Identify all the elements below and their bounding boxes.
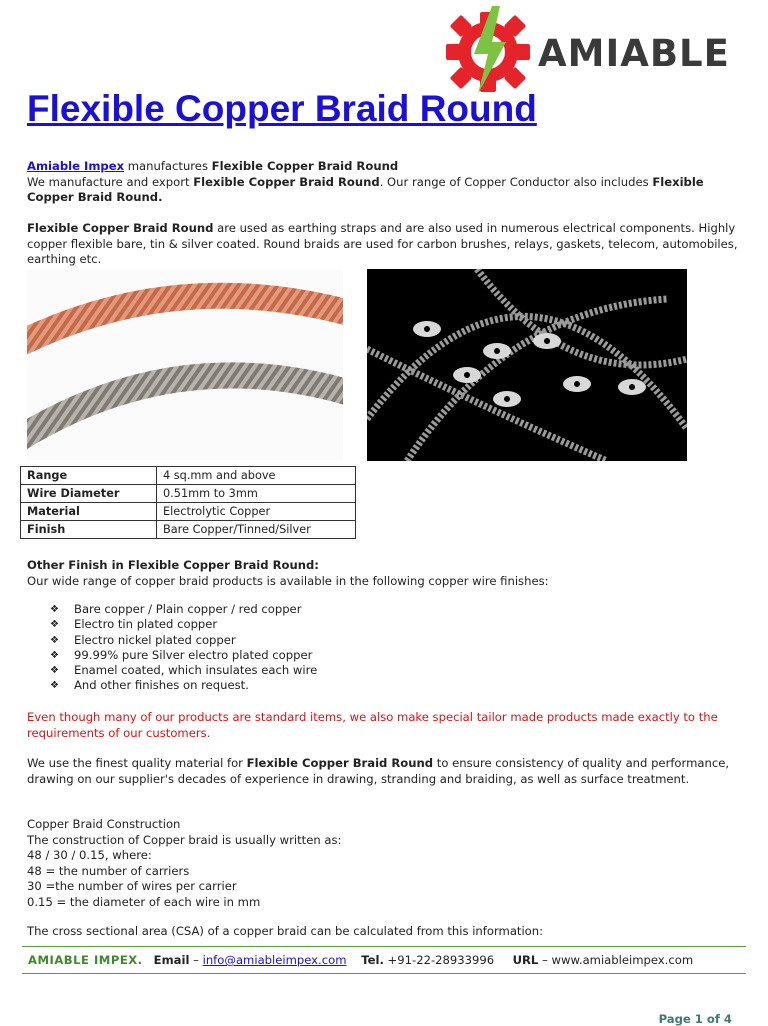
logo-brand-text: AMIABLE xyxy=(538,32,730,75)
diamond-bullet-icon: ❖ xyxy=(50,604,59,615)
list-item-text: 99.99% pure Silver electro plated copper xyxy=(74,647,313,662)
footer-tel-label: Tel. xyxy=(361,953,384,967)
list-item xyxy=(50,633,317,648)
quality-bold: Flexible Copper Braid Round xyxy=(246,756,434,770)
footer-email-label: Email xyxy=(153,953,190,967)
footer-email-sep: – xyxy=(189,953,203,967)
quality-text-a: We use the finest quality material for xyxy=(27,756,247,770)
finish-intro: Our wide range of copper braid products is available in the following copper wire finishes: xyxy=(27,573,549,588)
intro-line2-b: Flexible Copper Braid Round xyxy=(193,174,380,189)
diamond-bullet-icon: ❖ xyxy=(50,649,59,661)
intro-line2-c: . Our range of Copper Conductor also includes xyxy=(379,174,653,189)
company-link[interactable]: Amiable Impex xyxy=(27,159,125,173)
table-row xyxy=(21,503,356,521)
spec-label: Material xyxy=(21,503,157,521)
construction-line: 0.15 = the diameter of each wire in mm xyxy=(27,894,261,909)
intro-paragraph xyxy=(27,159,742,206)
page-title[interactable]: Flexible Copper Braid Round xyxy=(27,88,537,129)
intro-line2-a: We manufacture and export xyxy=(27,174,194,189)
construction-block xyxy=(27,817,742,910)
company-logo xyxy=(440,2,740,98)
braided-wire-lugs-image xyxy=(367,269,687,461)
usage-bold: Flexible Copper Braid Round xyxy=(27,221,214,235)
list-item-text: And other finishes on request. xyxy=(74,678,249,693)
usage-text: are used as earthing straps and are also used in numerous electrical components. Highly copper flexible bare, tin & silver coated. Round braids are used for carbon brushes, relays, gaskets, telecom, automobiles, earthing etc. xyxy=(27,221,738,266)
spec-label: Finish xyxy=(21,521,157,539)
footer-url[interactable]: www.amiableimpex.com xyxy=(551,953,694,967)
diamond-bullet-icon: ❖ xyxy=(50,619,59,631)
finish-heading-block xyxy=(27,558,742,589)
construction-line: 48 = the number of carriers xyxy=(27,863,190,878)
spec-value: Electrolytic Copper xyxy=(157,503,356,521)
spec-value: Bare Copper/Tinned/Silver xyxy=(157,521,356,539)
spec-label: Wire Diameter xyxy=(21,485,157,503)
footer-url-label: URL xyxy=(512,953,539,967)
list-item xyxy=(50,648,317,663)
construction-line: 30 =the number of wires per carrier xyxy=(27,879,237,893)
quality-paragraph xyxy=(27,756,742,787)
list-item xyxy=(50,678,317,693)
diamond-bullet-icon: ❖ xyxy=(50,665,59,677)
page-footer xyxy=(22,946,746,974)
usage-paragraph xyxy=(27,221,742,268)
footer-tel: +91-22-28933996 xyxy=(383,953,495,967)
diamond-bullet-icon: ❖ xyxy=(50,634,59,646)
special-note: Even though many of our products are standard items, we also make special tailor made products made exactly to the requirements of our customers. xyxy=(27,710,718,740)
table-row xyxy=(21,485,356,503)
finish-heading: Other Finish in Flexible Copper Braid Round: xyxy=(27,558,319,572)
footer-url-sep: – xyxy=(538,953,552,967)
footer-company: AMIABLE IMPEX. xyxy=(28,953,143,967)
diamond-bullet-icon: ❖ xyxy=(50,680,59,692)
list-item-text: Bare copper / Plain copper / red copper xyxy=(74,602,302,616)
gear-bolt-icon xyxy=(440,2,536,98)
list-item xyxy=(50,617,317,632)
construction-line: The construction of Copper braid is usually written as: xyxy=(27,832,342,847)
copper-braid-illustration xyxy=(27,270,343,460)
csa-line: The cross sectional area (CSA) of a copper braid can be calculated from this information: xyxy=(27,924,544,938)
construction-line: 48 / 30 / 0.15, where: xyxy=(27,848,152,862)
wire-lugs-illustration xyxy=(367,269,687,461)
list-item xyxy=(50,602,317,617)
spec-value: 0.51mm to 3mm xyxy=(157,485,356,503)
intro-product: Flexible Copper Braid Round xyxy=(211,159,399,173)
list-item xyxy=(50,663,317,678)
table-row xyxy=(21,521,356,539)
intro-line2-d: Flexible Copper Braid Round. xyxy=(27,174,704,204)
braid-sample-image xyxy=(27,270,343,460)
quality-text-b: to ensure consistency of quality and performance, drawing on our supplier's decades of experience in drawing, stranding and braiding, as well as surface treatment. xyxy=(27,756,730,786)
list-item-text: Electro nickel plated copper xyxy=(74,632,236,647)
list-item-text: Electro tin plated copper xyxy=(74,617,218,632)
page-number: Page 1 of 4 xyxy=(658,1012,732,1026)
list-item-text: Enamel coated, which insulates each wire xyxy=(74,663,318,678)
spec-label: Range xyxy=(21,467,157,485)
construction-line: Copper Braid Construction xyxy=(27,817,181,831)
spec-table xyxy=(20,466,356,539)
table-row xyxy=(21,467,356,485)
footer-email-link[interactable]: info@amiableimpex.com xyxy=(202,953,347,967)
finish-list xyxy=(50,602,317,694)
spec-value: 4 sq.mm and above xyxy=(157,467,356,485)
intro-text: manufactures xyxy=(124,159,212,173)
